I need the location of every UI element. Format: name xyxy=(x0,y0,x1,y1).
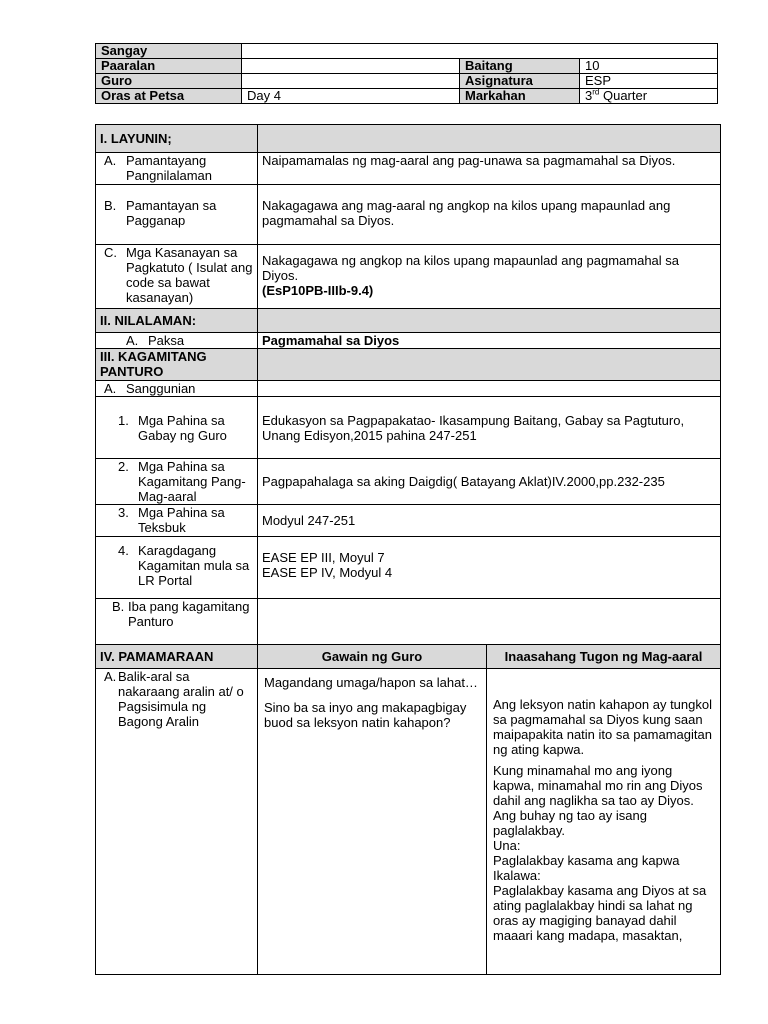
layunin-c-title: Mga Kasanayan sa Pagkatuto ( Isulat ang code sa bawat kasanayan) xyxy=(126,245,253,305)
guro-label: Guro xyxy=(96,74,242,89)
tugon-p6: Ikalawa: xyxy=(493,868,541,883)
layunin-a-label: A. xyxy=(104,153,117,168)
kagamitan-item-4-title: Karagdagang Kagamitan mula sa LR Portal xyxy=(138,543,250,588)
guro-value xyxy=(242,74,460,89)
kagamitan-a-blank xyxy=(258,381,721,397)
nilalaman-a-text: Pagmamahal sa Diyos xyxy=(258,333,721,349)
asignatura-value: ESP xyxy=(580,74,718,89)
layunin-a-cell xyxy=(96,153,258,185)
kagamitan-item-1-num: 1. xyxy=(118,413,129,428)
layunin-b-cell xyxy=(96,185,258,245)
tugon-p4: Una: xyxy=(493,838,521,853)
nilalaman-heading-blank xyxy=(258,309,721,333)
kagamitan-item-2-num: 2. xyxy=(118,459,129,474)
nilalaman-a-title: Paksa xyxy=(148,333,185,348)
nilalaman-a-label: A. xyxy=(126,333,139,348)
oras-label: Oras at Petsa xyxy=(96,89,242,104)
sangay-label: Sangay xyxy=(96,44,242,59)
pamamaraan-guro-cell xyxy=(258,669,487,975)
layunin-c-content xyxy=(258,245,721,309)
kagamitan-b-label: B. xyxy=(112,599,125,614)
lesson-plan-table xyxy=(95,124,721,975)
kagamitan-item-4-cell xyxy=(96,537,258,599)
kagamitan-a-cell xyxy=(96,381,258,397)
layunin-b-title: Pamantayan sa Pagganap xyxy=(126,198,217,228)
kagamitan-item-1-text: Edukasyon sa Pagpapakatao- Ikasampung Baitang, Gabay sa Pagtuturo, Unang Edisyon,2015 pahina 247-251 xyxy=(258,397,721,459)
pamamaraan-a-title: Balik-aral sa nakaraang aralin at/ o Pagsisimula ng Bagong Aralin xyxy=(118,669,244,729)
markahan-rest: Quarter xyxy=(599,88,648,103)
layunin-c-label: C. xyxy=(104,245,117,260)
guro-greeting: Magandang umaga/hapon sa lahat… xyxy=(264,675,478,690)
asignatura-label: Asignatura xyxy=(460,74,580,89)
layunin-b-label: B. xyxy=(104,198,117,213)
layunin-a-text: Naipamamalas ng mag-aaral ang pag-unawa sa pagmamahal sa Diyos. xyxy=(258,153,721,185)
kagamitan-b-cell xyxy=(96,599,258,645)
kagamitan-item-3-cell xyxy=(96,505,258,537)
guro-question: Sino ba sa inyo ang makapagbigay buod sa leksyon natin kahapon? xyxy=(264,700,467,730)
kagamitan-item-4-num: 4. xyxy=(118,543,129,558)
paaralan-value xyxy=(242,59,460,74)
pamamaraan-col-guro: Gawain ng Guro xyxy=(258,645,487,669)
pamamaraan-heading: IV. PAMAMARAAN xyxy=(96,645,258,669)
tugon-p3: Ang buhay ng tao ay isang paglalakbay. xyxy=(493,808,647,838)
kagamitan-item-4-text2: EASE EP IV, Modyul 4 xyxy=(262,565,393,580)
kagamitan-heading-blank xyxy=(258,349,721,381)
pamamaraan-a-cell xyxy=(96,669,258,975)
kagamitan-item-4-content xyxy=(258,537,721,599)
tugon-p7: Paglalakbay kasama ang Diyos at sa ating paglalakbay hindi sa lahat ng oras ay magiging banayad dahil maaari kang madapa, masaktan, xyxy=(493,883,707,943)
layunin-c-text: Nakagagawa ng angkop na kilos upang mapaunlad ang pagmamahal sa Diyos. xyxy=(262,253,680,283)
pamamaraan-col-tugon: Inaasahang Tugon ng Mag-aaral xyxy=(487,645,721,669)
kagamitan-item-2-text: Pagpapahalaga sa aking Daigdig( Batayang Aklat)IV.2000,pp.232-235 xyxy=(258,459,721,505)
layunin-c-cell xyxy=(96,245,258,309)
kagamitan-b-blank xyxy=(258,599,721,645)
kagamitan-item-2-cell xyxy=(96,459,258,505)
kagamitan-b-title: Iba pang kagamitang Panturo xyxy=(128,599,250,629)
layunin-heading-blank xyxy=(258,125,721,153)
tugon-p2: Kung minamahal mo ang iyong kapwa, minamahal mo rin ang Diyos dahil ang naglikha sa tao ay Diyos. xyxy=(493,763,703,808)
tugon-p5: Paglalakbay kasama ang kapwa xyxy=(493,853,680,868)
markahan-sup: rd xyxy=(592,87,600,97)
kagamitan-item-2-title: Mga Pahina sa Kagamitang Pang-Mag-aaral xyxy=(138,459,246,504)
baitang-value: 10 xyxy=(580,59,718,74)
pamamaraan-tugon-cell xyxy=(487,669,721,975)
kagamitan-heading: III. KAGAMITANG PANTURO xyxy=(96,349,258,381)
kagamitan-item-1-cell xyxy=(96,397,258,459)
kagamitan-a-title: Sanggunian xyxy=(126,381,196,396)
layunin-b-text: Nakagagawa ang mag-aaral ng angkop na kilos upang mapaunlad ang pagmamahal sa Diyos. xyxy=(258,185,721,245)
layunin-c-code: (EsP10PB-IIIb-9.4) xyxy=(262,283,374,298)
pamamaraan-a-label: A. xyxy=(104,669,117,684)
kagamitan-item-3-title: Mga Pahina sa Teksbuk xyxy=(138,505,225,535)
layunin-heading: I. LAYUNIN; xyxy=(96,125,258,153)
header-table xyxy=(95,43,718,104)
paaralan-label: Paaralan xyxy=(96,59,242,74)
nilalaman-a-cell xyxy=(96,333,258,349)
markahan-label: Markahan xyxy=(460,89,580,104)
kagamitan-item-1-title: Mga Pahina sa Gabay ng Guro xyxy=(138,413,227,443)
baitang-label: Baitang xyxy=(460,59,580,74)
kagamitan-item-3-text: Modyul 247-251 xyxy=(258,505,721,537)
kagamitan-a-label: A. xyxy=(104,381,117,396)
kagamitan-item-4-text1: EASE EP III, Moyul 7 xyxy=(262,550,385,565)
oras-value: Day 4 xyxy=(242,89,460,104)
sangay-value xyxy=(242,44,718,59)
markahan-num: 3 xyxy=(585,88,593,103)
nilalaman-heading: II. NILALAMAN: xyxy=(96,309,258,333)
layunin-a-title: Pamantayang Pangnilalaman xyxy=(126,153,213,183)
kagamitan-item-3-num: 3. xyxy=(118,505,129,520)
tugon-p1: Ang leksyon natin kahapon ay tungkol sa pagmamahal sa Diyos kung saan maipapakita natin ito sa pamamagitan ng ating kapwa. xyxy=(493,697,712,757)
markahan-value xyxy=(580,89,718,104)
